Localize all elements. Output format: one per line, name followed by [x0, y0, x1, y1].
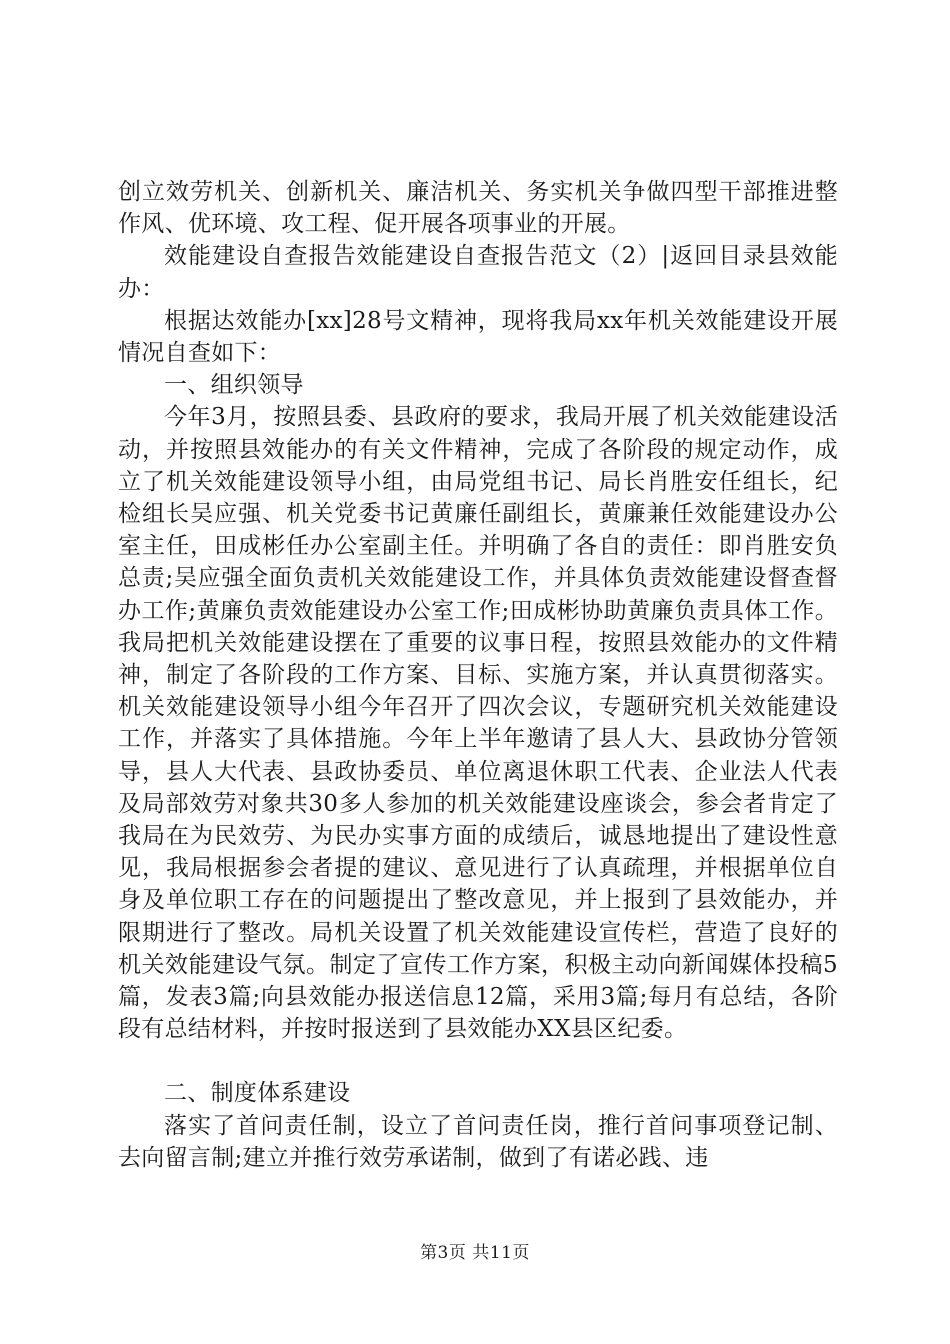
- paragraph-preamble: 根据达效能办[xx]28号文精神，现将我局xx年机关效能建设开展情况自查如下：: [118, 307, 838, 367]
- paragraph-system-body: 落实了首问责任制，设立了首问责任岗，推行首问事项登记制、去向留言制;建立并推行效劳承诺制，做到了有诺必践、违: [118, 1112, 838, 1171]
- paragraph-report-title: 效能建设自查报告效能建设自查报告范文（2）|返回目录县效能办：: [118, 243, 838, 302]
- paragraph-organization-body: 今年3月，按照县委、县政府的要求，我局开展了机关效能建设活动，并按照县效能办的有关文件精神，完成了各阶段的规定动作，成立了机关效能建设领导小组，由局党组书记、局长肖胜安任组长，纪检组长吴应强、机关党委书记黄廉任副组长，黄廉兼任效能建设办公室主任，田成彬任办公室副主任。并明确了各自的责任：即肖胜安负总责;吴应强全面负责机关效能建设工作，并具体负责效能建设督查督办工作;黄廉负责效能建设办公室工作;田成彬协助黄廉负责具体工作。我局把机关效能建设摆在了重要的议事日程，按照县效能办的文件精神，制定了各阶段的工作方案、目标、实施方案，并认真贯彻落实。机关效能建设领导小组今年召开了四次会议，专题研究机关效能建设工作，并落实了具体措施。今年上半年邀请了县人大、县政协分管领导，县人大代表、县政协委员、单位离退休职工代表、企业法人代表及局部效劳对象共30多人参加的机关效能建设座谈会，参会者肯定了我局在为民效劳、为民办实事方面的成绩后，诚恳地提出了建设性意见，我局根据参会者提的建议、意见进行了认真疏理，并根据单位自身及单位职工存在的问题提出了整改意见，并上报到了县效能办，并限期进行了整改。局机关设置了机关效能建设宣传栏，营造了良好的机关效能建设气氛。制定了宣传工作方案，积极主动向新闻媒体投稿5篇，发表3篇;向县效能办报送信息12篇，采用3篇;每月有总结，各阶段有总结材料，并按时报送到了县效能办XX县区纪委。: [118, 404, 838, 1043]
- paragraph-spacer: [118, 1045, 838, 1077]
- paragraph-intro: 创立效劳机关、创新机关、廉洁机关、务实机关争做四型干部推进整作风、优环境、攻工程、促开展各项事业的开展。: [118, 179, 838, 238]
- page-number-footer: 第3页 共11页: [420, 1243, 530, 1263]
- document-body: [118, 176, 838, 1174]
- section-heading-system: 二、制度体系建设: [164, 1080, 351, 1107]
- section-heading-organization: 一、组织领导: [164, 372, 304, 399]
